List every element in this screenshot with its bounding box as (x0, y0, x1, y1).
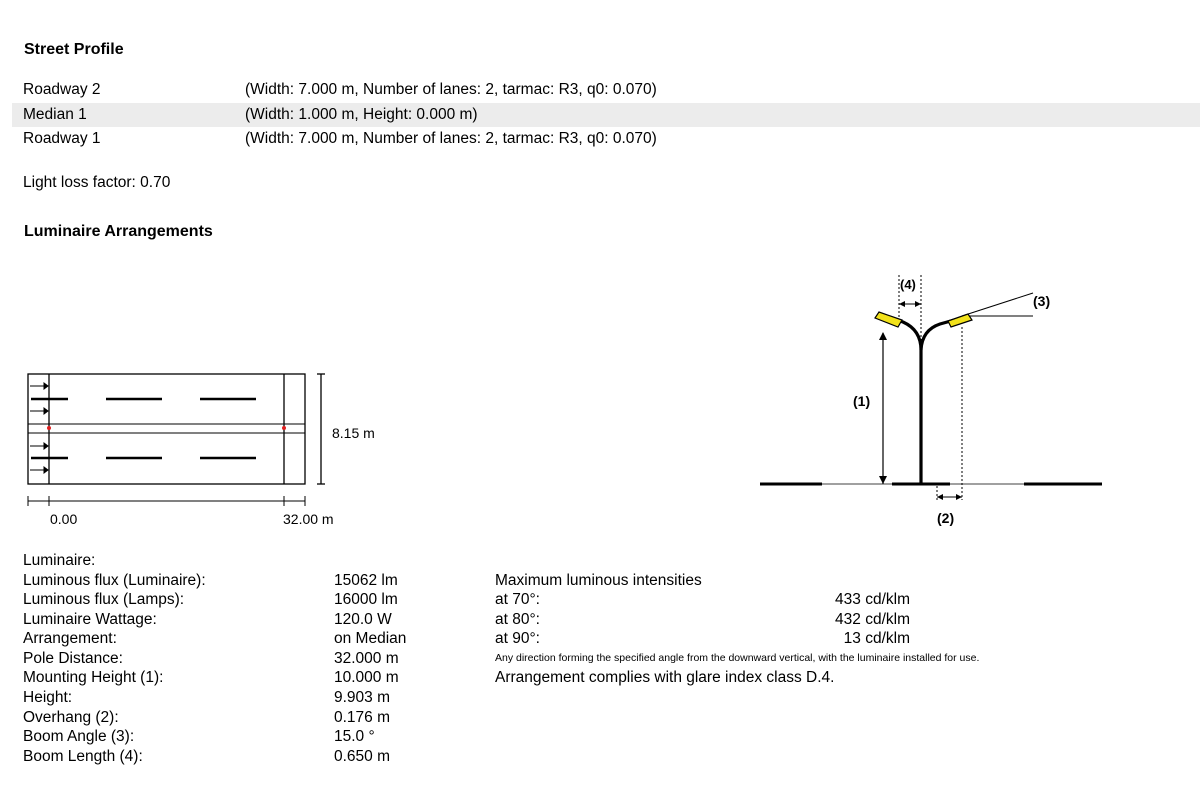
spec-value: 9.903 m (334, 689, 391, 706)
spec-value: 0.176 m (334, 709, 391, 726)
section-title-luminaire-arrangements: Luminaire Arrangements (24, 223, 213, 240)
intensity-angle: at 70°: (495, 591, 540, 608)
traffic-arrows (30, 383, 48, 473)
spec-label: Overhang (2): (23, 709, 119, 726)
table-row-highlight (12, 103, 1200, 127)
section-title-street-profile: Street Profile (24, 41, 124, 58)
street-row-name: Median 1 (23, 106, 87, 123)
spec-value: 32.000 m (334, 650, 399, 667)
start-label: 0.00 (50, 511, 78, 527)
spec-value: 120.0 W (334, 611, 392, 628)
glare-class-statement: Arrangement complies with glare index class D.4. (495, 669, 835, 686)
street-row-detail: (Width: 7.000 m, Number of lanes: 2, tarmac: R3, q0: 0.070) (245, 81, 657, 98)
boom-angle-line (962, 293, 1033, 316)
spec-value: 16000 lm (334, 591, 398, 608)
spec-label: Luminous flux (Lamps): (23, 591, 185, 608)
intensity-angle: at 80°: (495, 611, 540, 628)
width-label: 8.15 m (332, 425, 375, 441)
pole-arm-left (885, 316, 921, 484)
plan-view-diagram (0, 360, 400, 535)
spec-label: Boom Length (4): (23, 748, 143, 765)
luminaire-marker (282, 426, 286, 430)
spec-label: Mounting Height (1): (23, 669, 164, 686)
intensity-note: Any direction forming the specified angle from the downward vertical, with the luminaire installed for use. (495, 652, 980, 664)
end-label: 32.00 m (283, 511, 334, 527)
intensity-angle: at 90°: (495, 630, 540, 647)
spec-label: Pole Distance: (23, 650, 123, 667)
label-mounting-height: (1) (853, 393, 871, 409)
light-loss-factor: Light loss factor: 0.70 (23, 174, 171, 191)
spec-label: Luminous flux (Luminaire): (23, 572, 206, 589)
street-row-name: Roadway 2 (23, 81, 101, 98)
pole-side-view-diagram (740, 265, 1120, 535)
spec-label: Height: (23, 689, 73, 706)
street-row-detail: (Width: 7.000 m, Number of lanes: 2, tarmac: R3, q0: 0.070) (245, 130, 657, 147)
intensity-value: 433 cd/klm (835, 591, 910, 608)
label-overhang: (2) (937, 510, 955, 526)
street-row-name: Roadway 1 (23, 130, 101, 147)
label-boom-length: (4) (900, 277, 916, 292)
intensities-title: Maximum luminous intensities (495, 572, 702, 589)
spec-value: 15.0 ° (334, 728, 375, 745)
street-row-detail: (Width: 1.000 m, Height: 0.000 m) (245, 106, 478, 123)
spec-label: Arrangement: (23, 630, 117, 647)
intensity-value: 13 cd/klm (843, 630, 910, 647)
label-boom-angle: (3) (1033, 293, 1051, 309)
spec-label: Luminaire Wattage: (23, 611, 157, 628)
spec-value: 15062 lm (334, 572, 398, 589)
roadway-outline (28, 374, 305, 484)
spec-label: Boom Angle (3): (23, 728, 135, 745)
luminaire-heads (875, 312, 972, 327)
specs-header: Luminaire: (23, 552, 96, 569)
spec-value: 10.000 m (334, 669, 399, 686)
spec-value: 0.650 m (334, 748, 391, 765)
luminaire-marker (47, 426, 51, 430)
intensity-value: 432 cd/klm (835, 611, 910, 628)
lane-markings (31, 399, 256, 458)
spec-value: on Median (334, 630, 407, 647)
